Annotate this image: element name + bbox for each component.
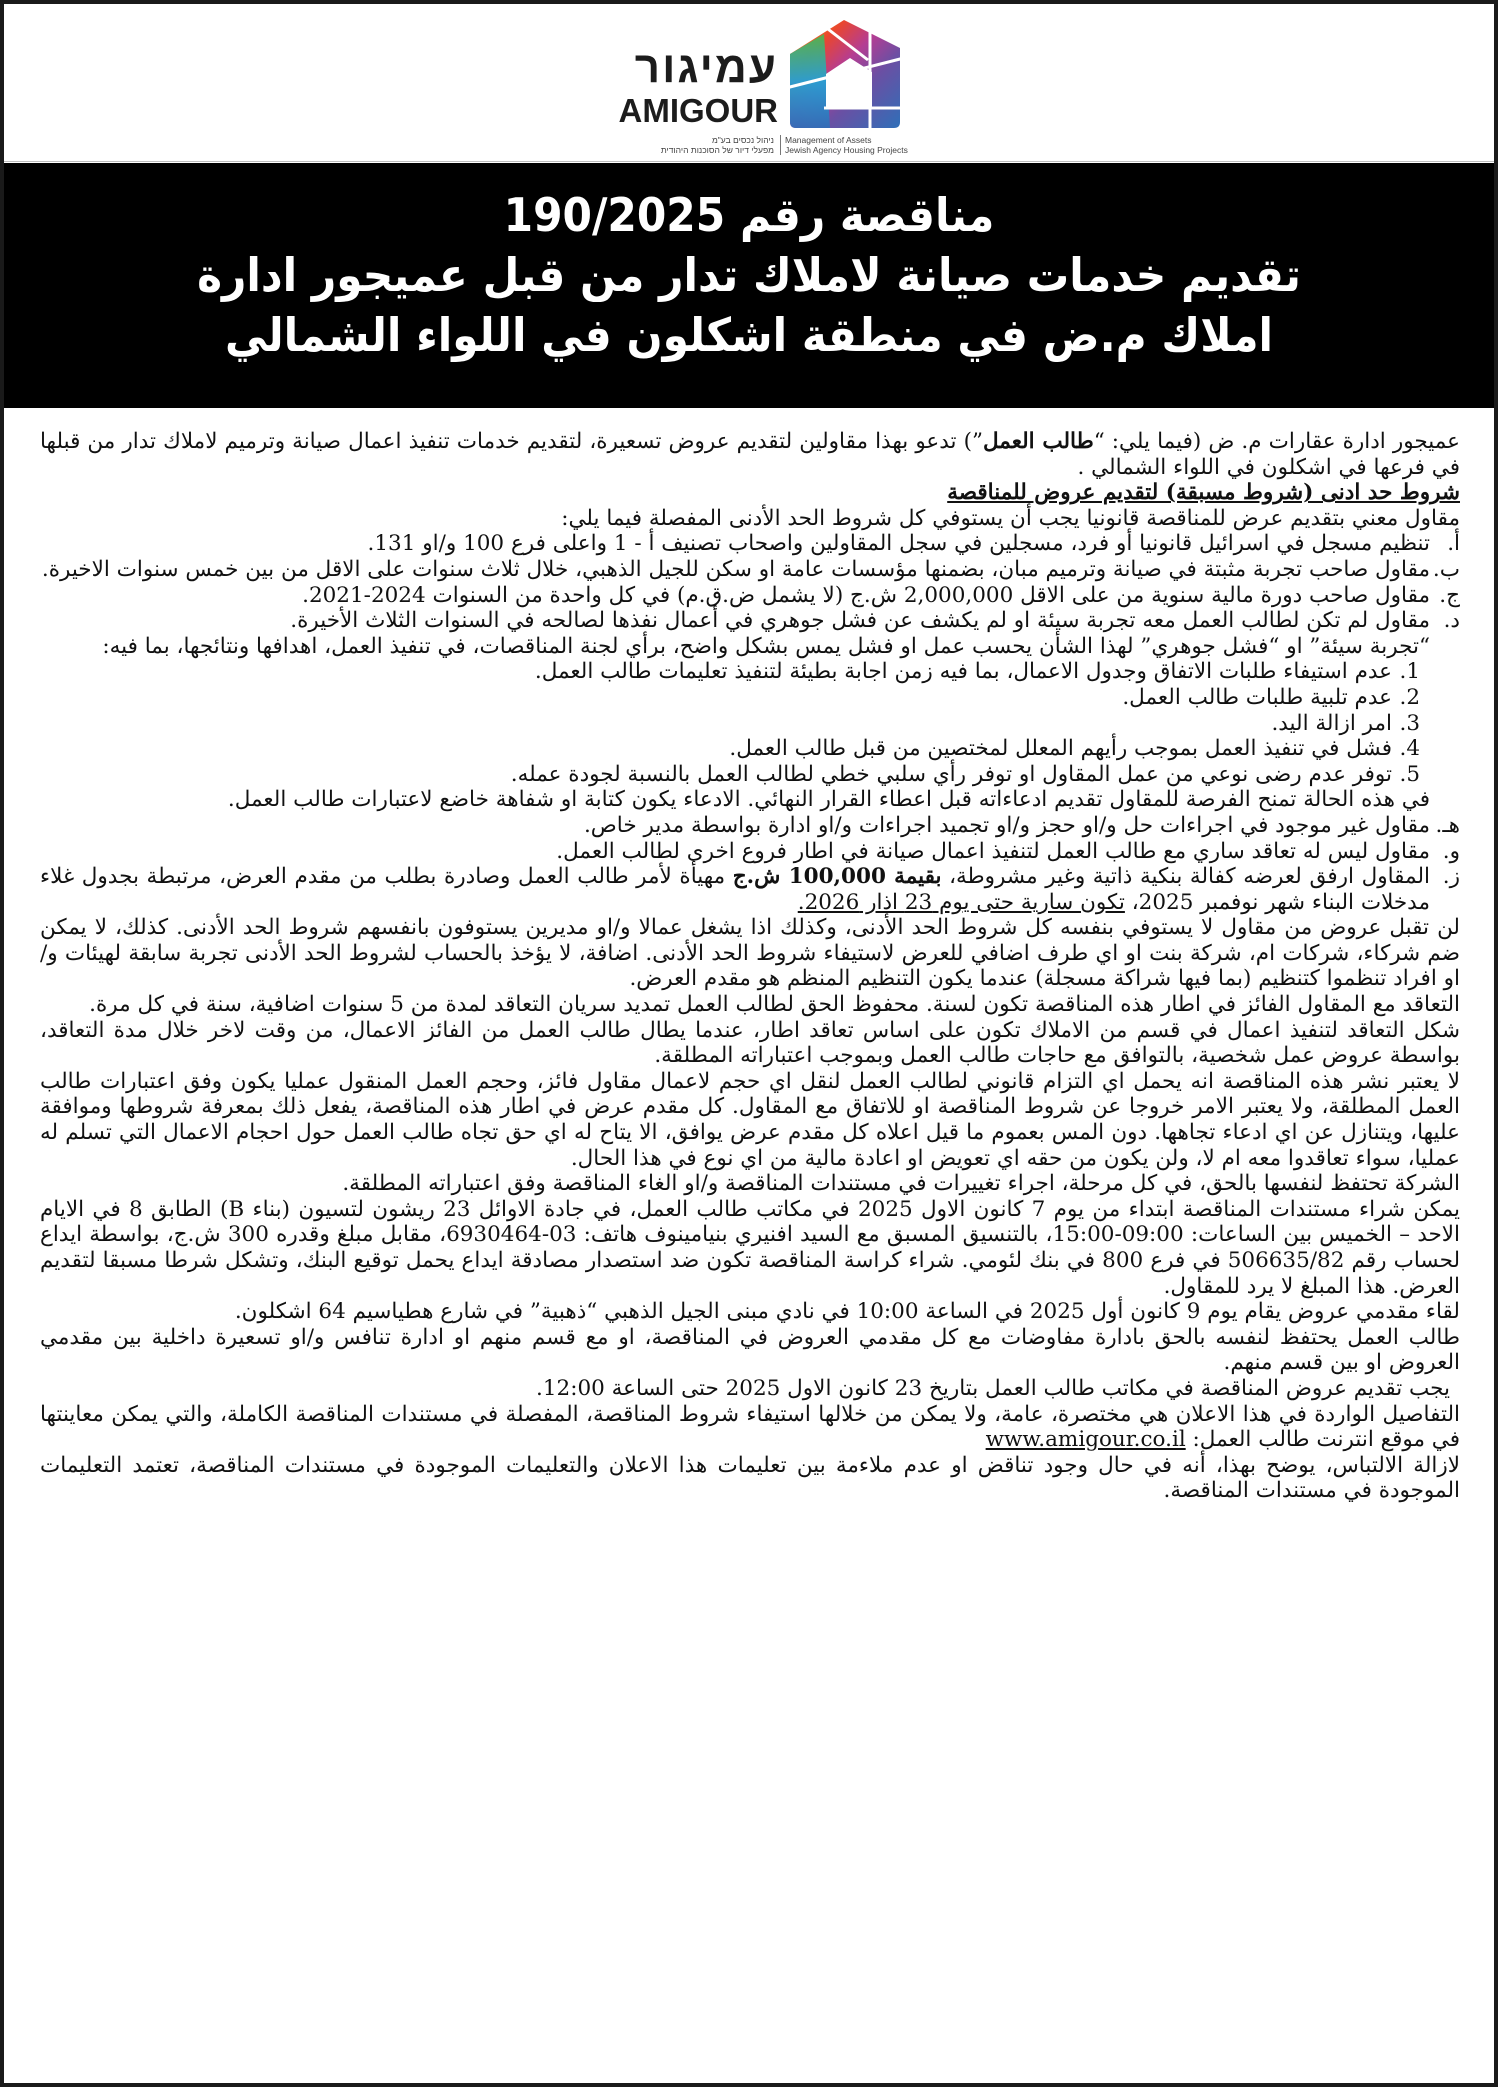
failure-subitem bbox=[40, 685, 1460, 711]
tender-number-title: مناقصة رقم 190/2025 bbox=[503, 188, 995, 242]
item-marker: د. bbox=[1443, 608, 1460, 634]
condition-item bbox=[40, 608, 1460, 634]
item-text: تنظيم مسجل في اسرائيل قانونيا أو فرد، مسجلين في سجل المقاولين واصحاب تصنيف أ - 1 واعلى فرع 100 و/او 131. bbox=[367, 531, 1430, 557]
conditions-intro: مقاول معني بتقديم عرض للمناقصة قانونيا يجب أن يستوفي كل شروط الحد الأدنى المفصلة فيما يلي: bbox=[561, 505, 1460, 531]
paragraph-right-to-change: الشركة تحتفظ لنفسها بالحق، في كل مرحلة، اجراء تغييرات في مستندات المناقصة و/او الغاء المناقصة وفق اعتباراته المطلقة. bbox=[342, 1171, 1460, 1197]
logo-header bbox=[4, 4, 1494, 162]
subitem-marker: 5. bbox=[1399, 761, 1420, 787]
website-link[interactable]: www.amigour.co.il bbox=[985, 1427, 1186, 1453]
guarantee-validity: تكون سارية حتى يوم 23 اذار 2026. bbox=[797, 889, 1125, 915]
item-marker: ز. bbox=[1442, 864, 1460, 890]
item-text: مقاول ليس له تعاقد ساري مع طالب العمل لتنفيذ اعمال صيانة في اطار فروع اخرى لطالب العمل. bbox=[556, 838, 1430, 864]
paragraph-negotiations: طالب العمل يحتفظ لنفسه بالحق بادارة مفاوضات مع كل مقدمي العروض في المناقصة، او مع قسم منهم او ادارة تنافس و/او تسعيرة داخلية بين مقدمي العروض او بين قسم منهم. bbox=[40, 1324, 1460, 1376]
paragraph-eligibility: لن تقبل عروض من مقاول لا يستوفي بنفسه كل شروط الحد الأدنى، وكذلك اذا يشغل عمالا و/او مديرين يستوفون بانفسهم شروط الحد الأدنى. كذلك، لا يمكن ضم شركاء، شركات ام، شركة بنت او اي طرف اضافي للعرض لاستيفاء شروط الحد الأدنى. اضافة، لا يؤخذ بالحساب لشروط الحد الأدنى تجربة سابقة لهيئات و/او افراد تنظموا كتنظيم (بما فيها شراكة مسجلة) عندما يكون التنظيم المنظم هو مقدم العرض. bbox=[40, 915, 1460, 992]
logo-english-subtitle bbox=[780, 135, 910, 155]
condition-item bbox=[40, 813, 1460, 839]
subitem-marker: 2. bbox=[1399, 684, 1420, 710]
item-marker: أ. bbox=[1447, 531, 1460, 557]
logo-english-subtitle-line: Management of Assets bbox=[785, 135, 872, 145]
paragraph-contract-term: التعاقد مع المقاول الفائز في اطار هذه المناقصة تكون لسنة. محفوظ الحق لطالب العمل تمديد سريان التعاقد لمدة من 5 سنوات اضافية، سنة في كل مرة. bbox=[89, 992, 1460, 1018]
failure-subitem bbox=[40, 711, 1460, 737]
subitem-text: امر ازالة اليد. bbox=[1271, 710, 1392, 736]
logo-hebrew-name: עמיגור bbox=[634, 43, 778, 92]
house-logo-icon bbox=[784, 18, 906, 130]
paragraph-purchase-documents: يمكن شراء مستندات المناقصة ابتداء من يوم 7 كانون الاول 2025 في مكاتب طالب العمل، في جادة الاوائل 23 ريشون لتسيون (بناء B) الطابق 8 في الايام الاحد – الخميس بين الساعات: 09:00-15:00، بالتنسيق المسبق مع السيد افنيري بنيامينوف هاتف: 03-6930464، مقابل مبلغ وقدره 300 ش.ج، بواسطة ايداع لحساب رقم 506635/82 في فرع 800 في بنك لئومي. شراء كراسة المناقصة تكون ضد استصدار مصادقة ايداع يحمل توقيع البنك، وتشكل شرطا مسبقا لتقديم العرض. هذا المبلغ لا يرد للمقاول. bbox=[40, 1196, 1461, 1299]
paragraph-no-obligation: لا يعتبر نشر هذه المناقصة انه يحمل اي التزام قانوني لطالب العمل لنقل اي حجم لاعمال مقاول فائز، وحجم العمل المنقول عمليا يكون وفق اعتبارات طالب العمل المطلقة، ولا يعتبر الامر خروجا عن شروط المناقصة او للاتفاق مع المقاول. كل مقدم عرض في اطار هذه المناقصة، يفعل ذلك بمعرفة شروطها وموافقة عليها، ويتنازل عن اي ادعاء تجاهها. دون المس بعموم ما قيل اعلاه كل مقدم عرض يوافق، الا يتاح له اي حق تجاه طالب العمل حول احجام الاعمال التي تسلم له عمليا، سواء تعاقدوا معه ام لا، ولن يكون من حقه اي تعويض او اعادة مالية من اي نوع في هذا الحال. bbox=[40, 1068, 1460, 1171]
intro-text: ”) تدعو بهذا مقاولين لتقديم عروض تسعيرة، لتقديم خدمات تنفيذ اعمال صيانة وترميم لاملاك تدار من قبلها في فرعها في اشكلون في اللواء الشمالي . bbox=[40, 429, 1460, 480]
condition-item bbox=[40, 531, 1460, 557]
intro-text: عميجور ادارة عقارات م. ض (فيما يلي: “ bbox=[1093, 429, 1460, 454]
condition-item bbox=[40, 839, 1460, 865]
subitem-text: عدم تلبية طلبات طالب العمل. bbox=[1122, 684, 1392, 710]
details-text: التفاصيل الواردة في هذا الاعلان هي مختصرة، عامة، ولا يمكن من خلالها استيفاء شروط المناقصة، المفصلة في مستندات المناقصة الكاملة، والتي يمكن معاينتها في موقع انترنت طالب العمل: bbox=[40, 1401, 1460, 1453]
title-banner bbox=[4, 163, 1494, 408]
item-marker: ب. bbox=[1432, 556, 1460, 582]
logo-hebrew-subtitle bbox=[602, 135, 774, 155]
condition-item bbox=[40, 557, 1460, 583]
paragraph-disclaimer: لازالة الالتباس، يوضح بهذا، أنه في حال وجود تناقض او عدم ملاءمة بين تعليمات هذا الاعلان والتعليمات الموجودة في مستندات المناقصة، تعتمد التعليمات الموجودة في مستندات المناقصة. bbox=[40, 1452, 1460, 1504]
guarantee-text: مهيأة لأمر طالب العمل وصادرة بطلب من مقدم العرض، مرتبطة بجدول غلاء مدخلات البناء شهر نوفمبر 2025، bbox=[40, 864, 1430, 915]
employer-term: طالب العمل bbox=[983, 429, 1094, 454]
guarantee-text: المقاول ارفق لعرضه كفالة بنكية ذاتية وغير مشروطة، bbox=[941, 864, 1431, 890]
subitem-text: توفر عدم رضى نوعي من عمل المقاول او توفر رأي سلبي خطي لطالب العمل بالنسبة لجودة عمله. bbox=[510, 761, 1392, 787]
condition-item-guarantee bbox=[40, 864, 1460, 915]
paragraph-details bbox=[40, 1402, 1460, 1453]
item-text: مقاول صاحب دورة مالية سنوية من على الاقل 2,000,000 ش.ج (لا يشمل ض.ق.م) في كل واحدة من السنوات 2024-2021. bbox=[302, 582, 1430, 608]
logo-hebrew-subtitle-line: מפעלי דיור של הסוכנות היהודית bbox=[660, 145, 774, 155]
guarantee-amount: بقيمة 100,000 ش.ج bbox=[732, 864, 942, 890]
item-text: مقاول لم تكن لطالب العمل معه تجربة سيئة او لم يكشف عن فشل جوهري في أعمال نفذها لصالحه في السنوات الثلاث الأخيرة. bbox=[290, 608, 1430, 634]
condition-item bbox=[40, 583, 1460, 609]
paragraph-framework-contract: شكل التعاقد لتنفيذ اعمال في قسم من الاملاك تكون على اساس تعاقد اطار، عندما يطال طالب العمل من الفائز الاعمال، من وقت لاخر خلال مدة التعاقد، بواسطة عروض عمل شخصية، بالتوافق مع حاجات طالب العمل وبموجب اعتباراته المطلقة. bbox=[40, 1017, 1460, 1069]
item-text bbox=[40, 864, 1430, 915]
failure-subitem bbox=[40, 736, 1460, 762]
conditions-heading: شروط حد ادنى (شروط مسبقة) لتقديم عروض للمناقصة bbox=[947, 480, 1460, 506]
tender-subject-line-1: تقديم خدمات صيانة لاملاك تدار من قبل عميجور ادارة bbox=[197, 248, 1301, 302]
subitem-marker: 4. bbox=[1399, 736, 1420, 762]
paragraph-bidders-meeting: لقاء مقدمي عروض يقام يوم 9 كانون أول 2025 في الساعة 10:00 في نادي مبنى الجيل الذهبي “ذهبية” في شارع هطياسيم 64 اشكلون. bbox=[234, 1299, 1460, 1325]
bad-experience-definition: “تجربة سيئة” او “فشل جوهري” لهذا الشأن يحسب عمل او فشل يمس بشكل واضح، برأي لجنة المناقصات، في تنفيذ العمل، اهدافها ونتائجها، بما فيه: bbox=[102, 633, 1430, 659]
logo-latin-name: AMIGOUR bbox=[618, 92, 778, 129]
amigour-logo bbox=[602, 14, 912, 154]
tender-subject-line-2: املاك م.ض في منطقة اشكلون في اللواء الشمالي bbox=[224, 308, 1274, 362]
item-marker: ج. bbox=[1439, 582, 1460, 608]
item-text: مقاول صاحب تجربة مثبتة في صيانة وترميم مبان، بضمنها مؤسسات عامة او سكن للجيل الذهبي، خلال ثلاث سنوات على الاقل من بين خمس سنوات الاخيرة. bbox=[41, 556, 1430, 582]
failure-subitem bbox=[40, 659, 1460, 685]
subitem-text: فشل في تنفيذ العمل بموجب رأيهم المعلل لمختصين من قبل طالب العمل. bbox=[729, 736, 1392, 762]
intro-paragraph bbox=[40, 429, 1460, 480]
subitem-marker: 3. bbox=[1399, 710, 1420, 736]
claim-note: في هذه الحالة تمنح الفرصة للمقاول تقديم ادعاءاته قبل اعطاء القرار النهائي. الادعاء يكون كتابة او شفاهة خاضع لاعتبارات طالب العمل. bbox=[227, 787, 1430, 813]
subitem-text: عدم استيفاء طلبات الاتفاق وجدول الاعمال، بما فيه زمن اجابة بطيئة لتنفيذ تعليمات طالب العمل. bbox=[534, 659, 1392, 685]
logo-hebrew-subtitle-line: ניהול נכסים בע"מ bbox=[711, 135, 774, 145]
logo-english-subtitle-line: Jewish Agency Housing Projects bbox=[785, 145, 908, 155]
subitem-marker: 1. bbox=[1399, 659, 1420, 685]
item-text: مقاول غير موجود في اجراءات حل و/او حجز و/او تجميد اجراءات و/او ادارة بواسطة مدير خاص. bbox=[583, 812, 1430, 838]
failure-subitem bbox=[40, 762, 1460, 788]
submission-deadline: يجب تقديم عروض المناقصة في مكاتب طالب العمل بتاريخ 23 كانون الاول 2025 حتى الساعة 12:00. bbox=[536, 1375, 1450, 1401]
item-marker: و. bbox=[1442, 838, 1460, 864]
notice-body bbox=[40, 429, 1460, 1504]
item-marker: هـ. bbox=[1435, 812, 1460, 838]
